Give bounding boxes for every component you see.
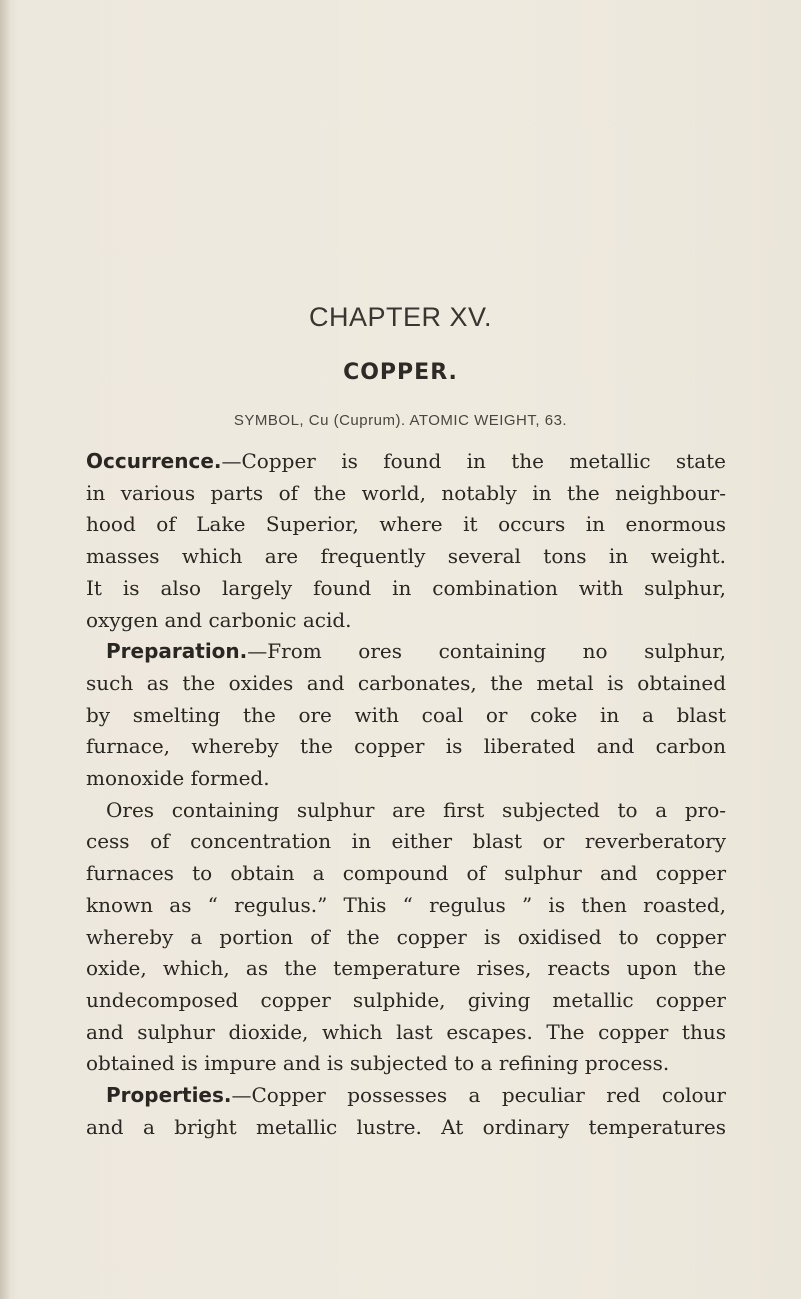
paragraph-preparation-cont xyxy=(86,668,726,795)
text-line: hood of Lake Superior, where it occurs in enormous xyxy=(86,512,726,537)
text-line: oxygen and carbonic acid. xyxy=(86,607,352,632)
text-line: cess of concentration in either blast or reverberatory xyxy=(86,829,726,854)
text-line: undecomposed copper sulphide, giving metallic copper xyxy=(86,987,726,1012)
paragraph-preparation xyxy=(86,636,726,668)
symbol-atomic-weight-line: SYMBOL, Cu (Cuprum). ATOMIC WEIGHT, 63. xyxy=(233,412,568,429)
text-line: such as the oxides and carbonates, the metal is obtained xyxy=(86,670,726,695)
text-line: masses which are frequently several tons in weight. xyxy=(86,544,726,569)
text-line: whereby a portion of the copper is oxidised to copper xyxy=(86,924,726,949)
text-line: by smelting the ore with coal or coke in a blast xyxy=(86,702,726,727)
text-line: Occurrence.—Copper is found in the metallic state xyxy=(86,449,726,473)
section-heading-properties: Properties. xyxy=(106,1083,232,1108)
text-line: and a bright metallic lustre. At ordinary temperatures xyxy=(86,1114,726,1139)
paragraph-occurrence xyxy=(86,446,726,636)
text-line: Preparation.—From ores containing no sulphur, xyxy=(106,639,726,664)
text-line: monoxide formed. xyxy=(86,766,270,791)
paragraph-properties xyxy=(86,1080,726,1112)
text-line: It is also largely found in combination with sulphur, xyxy=(86,575,726,600)
text-line: in various parts of the world, notably in the neighbour- xyxy=(86,480,726,505)
text-line: furnace, whereby the copper is liberated and carbon xyxy=(86,734,726,759)
paragraph-properties-cont xyxy=(86,1112,726,1144)
page-edge-shadow xyxy=(0,0,10,1299)
paragraph-ores-cont xyxy=(86,826,726,1080)
text-line: oxide, which, as the temperature rises, reacts upon the xyxy=(86,956,726,981)
section-heading-occurrence: Occurrence. xyxy=(86,449,222,473)
text-line: and sulphur dioxide, which last escapes. The copper thus xyxy=(86,1019,726,1044)
section-heading-preparation: Preparation. xyxy=(106,639,248,664)
chapter-title: COPPER. xyxy=(343,360,458,385)
text-line: obtained is impure and is subjected to a refining process. xyxy=(86,1051,670,1076)
text-line: furnaces to obtain a compound of sulphur and copper xyxy=(86,861,726,886)
text-line: known as “ regulus.” This “ regulus ” is then roasted, xyxy=(86,892,726,917)
text-line: Ores containing sulphur are first subjected to a pro- xyxy=(106,797,726,822)
chapter-heading: CHAPTER XV. xyxy=(308,302,493,332)
paragraph-ores xyxy=(86,795,726,827)
text-line: Properties.—Copper possesses a peculiar red colour xyxy=(106,1083,726,1108)
body-text xyxy=(86,446,726,1143)
